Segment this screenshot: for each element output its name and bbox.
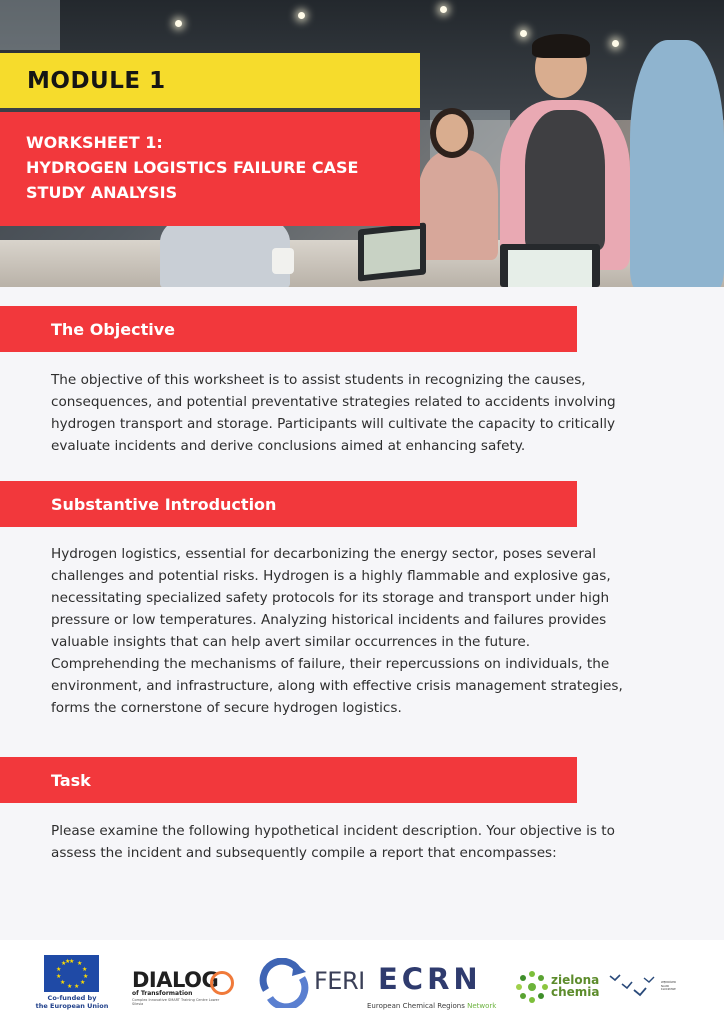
ecrn-logo-text: ECRN xyxy=(378,962,482,996)
paragraph-line: forms the cornerstone of secure hydrogen logistics. xyxy=(51,700,402,716)
person-woman xyxy=(418,150,498,260)
eu-caption-line: the European Union xyxy=(35,1002,109,1010)
footer-logos xyxy=(0,940,724,1024)
background-window xyxy=(0,0,60,50)
person-man-vest xyxy=(525,110,605,250)
paragraph-line: The objective of this worksheet is to assist students in recognizing the causes, xyxy=(51,372,586,388)
eu-flag-icon: ★ ★ ★ ★ ★ ★ ★ ★ ★ ★ ★ ★ xyxy=(44,955,99,992)
ceiling-light xyxy=(440,6,447,13)
ecrn-subtitle xyxy=(367,1002,496,1010)
paragraph-line: hydrogen transport and storage. Participants will cultivate the capacity to critically xyxy=(51,416,616,432)
zielona-logo-text xyxy=(551,974,600,998)
zielona-dots-icon xyxy=(515,970,549,1004)
eu-caption-line: Co-funded by xyxy=(47,994,97,1002)
birds-icon xyxy=(606,970,660,1000)
paragraph-line: necessitating specialized safety protocols for its storage and transport under high xyxy=(51,590,610,606)
section-title: The Objective xyxy=(51,319,176,339)
paragraph-line: Hydrogen logistics, essential for decarbonizing the energy sector, poses several xyxy=(51,546,597,562)
paragraph-line: Comprehending the mechanisms of failure, their repercussions on individuals, the xyxy=(51,656,610,672)
task-paragraph xyxy=(51,820,681,864)
introduction-paragraph xyxy=(51,543,681,719)
section-header-objective xyxy=(0,306,577,352)
paragraph-line: pressure or low temperatures. Analyzing historical incidents and failures provides xyxy=(51,612,607,628)
ceiling-light xyxy=(175,20,182,27)
module-banner xyxy=(0,53,420,108)
ecrn-subtitle-main: European Chemical Regions xyxy=(367,1002,468,1010)
module-title: MODULE 1 xyxy=(27,67,166,94)
dialog-small-text: Complex Innovative SMART Training Centre Lower Silesia xyxy=(132,998,220,1006)
ceiling-light xyxy=(520,30,527,37)
section-title: Task xyxy=(51,770,91,790)
ecrn-subtitle-accent: Network xyxy=(467,1002,497,1010)
feri-arrow-icon xyxy=(258,958,310,1008)
paragraph-line: challenges and potential risks. Hydrogen is a highly flammable and explosive gas, xyxy=(51,568,611,584)
zielona-line: zielona xyxy=(551,973,600,987)
laptop-screen xyxy=(508,250,592,287)
dialog-logo-text: DIALOG xyxy=(132,968,219,992)
worksheet-title-line: STUDY ANALYSIS xyxy=(26,183,178,202)
dialog-ring-icon xyxy=(210,971,234,995)
person-woman-face xyxy=(436,114,468,152)
dialog-subtitle: of Transformation xyxy=(132,990,193,997)
objective-paragraph xyxy=(51,369,681,457)
paragraph-line: assess the incident and subsequently compile a report that encompasses: xyxy=(51,845,557,861)
worksheet-title-line: HYDROGEN LOGISTICS FAILURE CASE xyxy=(26,158,359,177)
ceiling-light xyxy=(612,40,619,47)
coffee-cup xyxy=(272,248,294,274)
paragraph-line: Please examine the following hypothetical incident description. Your objective is to xyxy=(51,823,615,839)
paragraph-line: consequences, and potential preventative strategies related to accidents involving xyxy=(51,394,616,410)
paragraph-line: valuable insights that can help avert similar occurrences in the future. xyxy=(51,634,531,650)
worksheet-banner xyxy=(0,112,420,226)
hero-photo xyxy=(0,0,724,287)
laptop-screen xyxy=(364,229,420,275)
section-header-introduction xyxy=(0,481,577,527)
ceiling-light xyxy=(298,12,305,19)
person-foreground xyxy=(630,40,724,287)
person-man-hair xyxy=(532,34,590,58)
feri-logo-text: FERI xyxy=(314,967,365,995)
eu-caption xyxy=(30,994,114,1010)
worksheet-title-line: WORKSHEET 1: xyxy=(26,133,163,152)
paragraph-line: evaluate incidents and derive conclusions aimed at enhancing safety. xyxy=(51,438,526,454)
section-header-task xyxy=(0,757,577,803)
zielona-line: chemia xyxy=(551,985,600,999)
section-title: Substantive Introduction xyxy=(51,494,277,514)
birds-logo-text: WĘDRÓWKI NAUKI KLUCZOWE xyxy=(661,981,677,991)
paragraph-line: environment, and infrastructure, along with effective crisis management strategies, xyxy=(51,678,623,694)
